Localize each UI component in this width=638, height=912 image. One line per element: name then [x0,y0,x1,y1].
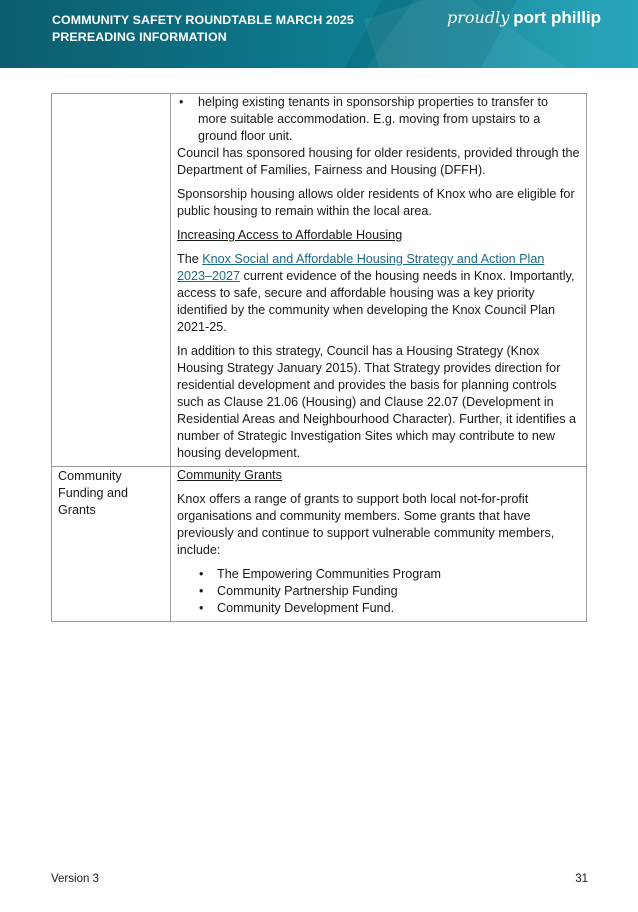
paragraph: Sponsorship housing allows older residents of Knox who are eligible for public housing to remain within the local area. [177,187,575,218]
content-table [51,93,587,622]
list-item: • helping existing tenants in sponsorship properties to transfer to more suitable accommodation. E.g. moving from upstairs to a ground floor unit. [179,95,549,143]
header-title-line1: COMMUNITY SAFETY ROUNDTABLE MARCH 2025 [52,13,354,27]
row-content-cell [171,94,587,467]
row-label-cell [52,467,171,622]
bullet-icon: • [199,584,204,598]
bullet-list [177,94,580,145]
logo-script-text: proudly [447,8,510,27]
paragraph: The Knox Social and Affordable Housing Strategy and Action Plan 2023–2027 current evidence of the housing needs in Knox. Importantly, access to safe, secure and affordable housing was a key priority identified by the community when developing the Knox Council Plan 2021-25. [177,252,575,334]
port-phillip-logo [447,8,601,28]
table-row [52,94,587,467]
bullet-list [197,566,580,617]
bullet-icon: • [179,95,184,109]
list-item: • Community Partnership Funding [199,584,398,598]
logo-bold-text: port phillip [513,8,602,27]
section-heading: Community Grants [177,468,282,482]
footer-page-number: 31 [575,873,588,885]
row-label: Community Funding and Grants [58,469,129,517]
paragraph: Council has sponsored housing for older residents, provided through the Department of Families, Fairness and Housing (DFFH). [177,146,580,177]
row-label-cell [52,94,171,467]
paragraph: In addition to this strategy, Council has a Housing Strategy (Knox Housing Strategy January 2015). That Strategy provides direction for residential development and provides the basis for planning controls such as Clause 21.06 (Housing) and Clause 22.07 (Development in Residential Areas and Neighbourhood Character). Further, it identifies a number of Strategic Investigation Sites which may contribute to new housing development. [177,344,577,460]
row-content-cell [171,467,587,622]
footer-version: Version 3 [51,873,99,885]
header-title [52,12,354,46]
bullet-icon: • [199,601,204,615]
strategy-link[interactable]: Knox Social and Affordable Housing Strategy and Action Plan 2023–2027 [177,252,545,283]
bullet-icon: • [199,567,204,581]
section-heading: Increasing Access to Affordable Housing [177,228,403,242]
table-row [52,467,587,622]
page-header [0,0,638,68]
list-item: • The Empowering Communities Program [199,567,441,581]
header-title-line2: PREREADING INFORMATION [52,30,227,44]
list-item: • Community Development Fund. [199,601,395,615]
paragraph: Knox offers a range of grants to support both local not-for-profit organisations and community members. Some grants that have previously and continue to support vulnerable community members, include: [177,492,555,557]
